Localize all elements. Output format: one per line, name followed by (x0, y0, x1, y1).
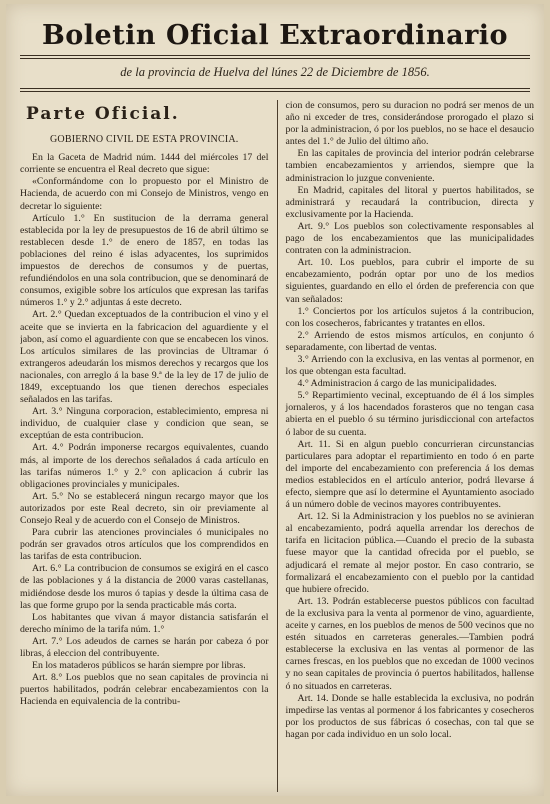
masthead (6, 4, 544, 92)
right-paragraph: Art. 14. Donde se halle establecida la exclusiva, no podrán impedirse las ventas al pormenor á los fabricantes y cosecheros por los productos de sus fábricas ó cosechas, con tal que se hagan por cada individuo en un solo local. (285, 692, 534, 740)
left-paragraph: Artículo 1.° En sustitucion de la derrama general establecida por la ley de presupuestos de 16 de abril último se restablecen desde 1.° de enero de 1857, en todas las poblaciones del reino é islas adyacentes, los suprimidos impuestos de derechos de consumos y de puertas, refundiéndolos en una sola contribucion, que se denominará de consumos, exigible sobre los artículos que expresan las tarifas números 1.° y 2.° adjuntas á este decreto. (20, 212, 269, 309)
left-paragraph: En los mataderos públicos se harán siempre por libras. (32, 660, 246, 672)
left-paragraph: Art. 6.° La contribucion de consumos se exigirá en el casco de las poblaciones y á la distancia de 2000 varas castellanas, midiéndose desde los muros ó tapias y desde la última casa de las que forme grupo por la senda practicable más corta. (20, 563, 269, 611)
right-paragraph: cion de consumos, pero su duracion no podrá ser menos de un año ni exceder de tres, considerándose prorogado el plazo si por la administracion, ó por los pueblos, no se hace el desaucio antes del 1.° de Julio del último año. (285, 100, 534, 148)
header-rule (20, 88, 530, 92)
right-paragraph: Art. 11. Si en algun pueblo concurrieran circunstancias particulares para adoptar el repartimiento en todo ó en parte del importe del encabezamiento con preferencia á los demas medios establecidos en el artículo anterior, podrá llevarse á efecto, siempre que así lo determine el Ayuntamiento asociado á un número doble de vecinos mayores contribuyentes. (285, 438, 534, 511)
left-paragraph: Los habitantes que vivan á mayor distancia satisfarán el derecho mínimo de la tarifa núm. 1.° (20, 611, 269, 635)
bulletin-title: Boletin Oficial Extraordinario (41, 20, 509, 51)
right-paragraph: Art. 9.° Los pueblos son colectivamente responsables al pago de los encabezamientos que las municipalidades contraten con la administracion. (285, 220, 534, 257)
article-heading: GOBIERNO CIVIL DE ESTA PROVINCIA. (50, 134, 239, 146)
left-paragraph: Para cubrir las atenciones provinciales ó municipales no podrán ser gravados otros artículos que los comprendidos en las tarifas de esta contribucion. (20, 527, 269, 563)
right-paragraph: En Madrid, capitales del litoral y puertos habilitados, se administrará y recaudará la contribucion, directa y exclusivamente por la Hacienda. (285, 184, 534, 220)
right-paragraph: 2.° Arriendo de estos mismos artículos, en conjunto ó separadamente, con libertad de ventas. (285, 329, 534, 353)
right-paragraph: 3.° Arriendo con la exclusiva, en las ventas al pormenor, en los que obtengan esta facultad. (285, 353, 534, 378)
left-paragraph: Art. 3.° Ninguna corporacion, establecimiento, empresa ni individuo, de cualquier clase y condicion que sean, se exceptúan de esta contribucion. (20, 406, 269, 442)
right-column (278, 100, 535, 792)
right-paragraph: 1.° Conciertos por los artículos sujetos á la contribucion, con los cosecheros, fabricantes y tratantes en ellos. (285, 305, 534, 329)
newspaper-page (6, 4, 544, 796)
right-paragraph: Art. 12. Si la Administracion y los pueblos no se avinieran al encabezamiento, podrá aquella arrendar los derechos de tarifa en licitacion pública.—Cuando el precio de la subasta fuese mayor que la cantidad ofrecida por el pueblo, se adjudicará el remate al mejor postor. En caso contrario, se formalizará el encabezamiento con el pueblo por la cantidad que hubiere ofrecido. (285, 511, 534, 595)
left-column (20, 100, 277, 792)
bulletin-date-line: de la provincia de Huelva del lúnes 22 de Diciembre de 1856. (120, 65, 430, 79)
left-paragraph: Art. 4.° Podrán imponerse recargos equivalentes, cuando más, al importe de los derechos señalados á cada artículo en las tarifas números 1.° y 2.° con aplicacion á cubrir las obligaciones provinciales y municipales. (20, 442, 269, 490)
left-paragraph: Art. 8.° Los pueblos que no sean capitales de provincia ni puertos habilitados, podrán celebrar encabezamientos con la Hacienda en equivalencia de la contribu- (20, 672, 269, 708)
left-paragraph: En la Gaceta de Madrid núm. 1444 del miércoles 17 del corriente se encuentra el Real decreto que sigue: (20, 152, 269, 176)
right-paragraph: 4.° Administracion á cargo de las municipalidades. (297, 378, 497, 390)
left-paragraph: Art. 2.° Quedan exceptuados de la contribucion el vino y el aceite que se invierta en la fabricacion del aguardiente y el jabon, así como el aguardiente con que se encabecen los vinos. Los artículos similares de las provincias de Ultramar ó extrangeros adeudarán los mismos derechos y recargos que los nacionales, con arreglo á la base 9.ª de la ley de 17 de julio de 1849, exceptuando los que tienen derechos especiales señalados en las tarifas. (20, 309, 269, 406)
title-rule (20, 55, 530, 59)
left-paragraph: Art. 5.° No se establecerá ningun recargo mayor que los autorizados por este Real decreto, sin oir previamente al Consejo Real y de acuerdo con el Consejo de Ministros. (20, 490, 269, 526)
right-paragraph: Art. 13. Podrán establecerse puestos públicos con facultad de la exclusiva para la venta al pormenor de vino, aguardiente, aceite y carnes, en los pueblos de menos de 500 vecinos que no estén situados en carreteras generales.—Tambien podrá establecerse la exclusiva en las ventas al pormenor de las carnes frescas, en los pueblos que no excedan de 1000 vecinos y no sean capitales de provincia ó puertos habilitados, hallense ó no situados en carreteras. (285, 595, 534, 692)
right-paragraph: En las capitales de provincia del interior podrán celebrarse tambien encabezamientos y arriendos, siempre que la administracion lo juzgue conveniente. (285, 148, 534, 184)
right-paragraph: 5.° Repartimiento vecinal, exceptuando de él á los simples jornaleros, y á los hacendados forasteros que no tengan casa abierta en el pueblo ó su término jurisdiccional con artefactos ó labor de su cuenta. (285, 390, 534, 438)
article-columns (20, 100, 534, 792)
left-paragraph: Art. 7.° Los adeudos de carnes se harán por cabeza ó por libras, á eleccion del contribuyente. (20, 635, 269, 660)
right-paragraph: Art. 10. Los pueblos, para cubrir el importe de su encabezamiento, podrán optar por uno de los medios siguientes, guardando en ello el órden de preferencia con que van señalados: (285, 257, 534, 305)
left-paragraph: «Conformándome con lo propuesto por el Ministro de Hacienda, de acuerdo con mi Consejo de Ministros, vengo en decretar lo siguiente: (20, 176, 269, 212)
section-title: Parte Oficial. (26, 104, 180, 124)
